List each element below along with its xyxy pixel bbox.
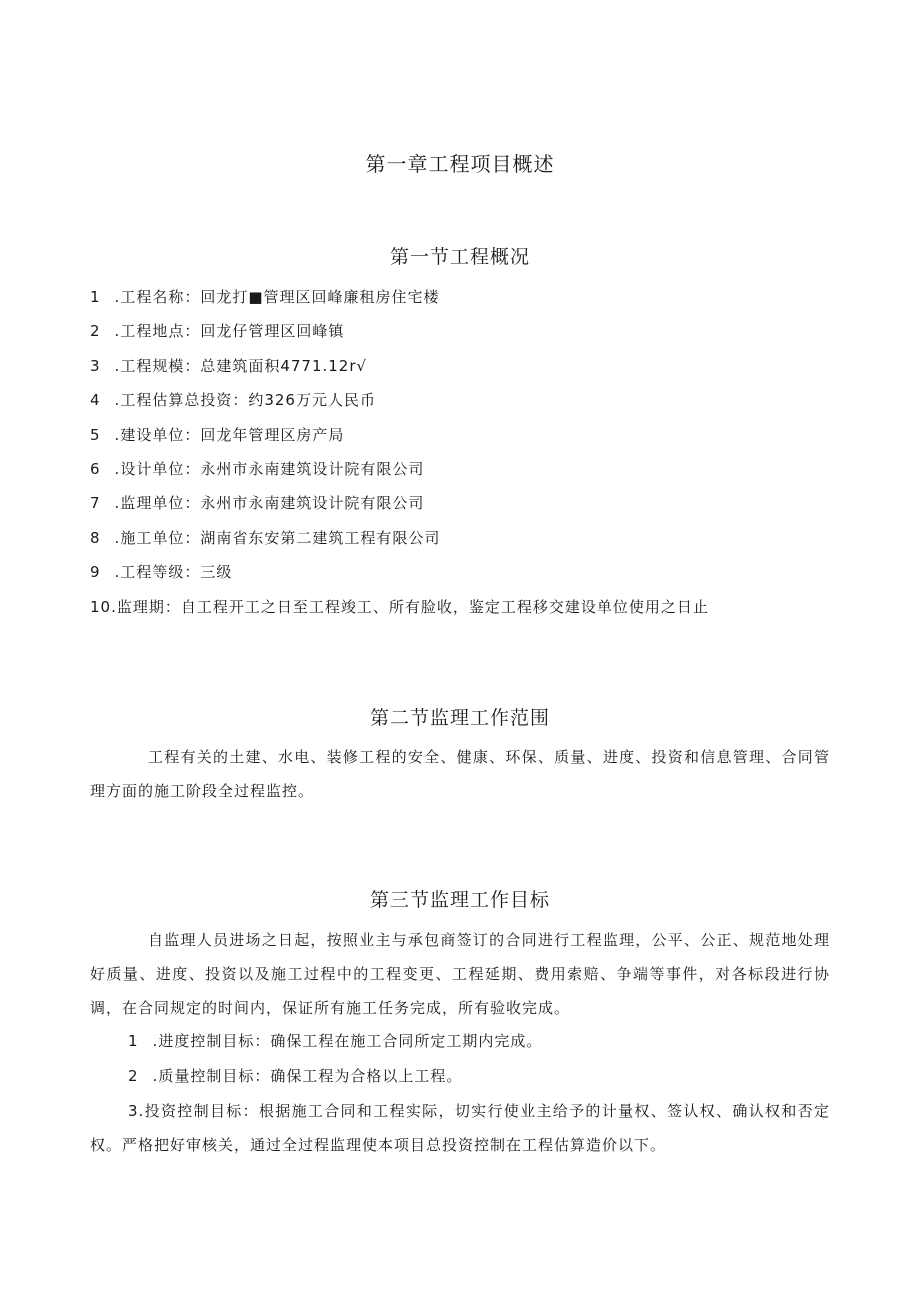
project-info-list xyxy=(90,284,850,628)
item-number: 4 xyxy=(90,391,101,410)
list-item xyxy=(90,490,850,524)
list-item xyxy=(90,318,850,352)
list-item xyxy=(90,456,850,490)
goal-text: .投资控制目标：根据施工合同和工程实际，切实行使业主给予的计量权、签认权、确认权和否定权。严格把好审核关，通过全过程监理使本项目总投资控制在工程估算造价以下。 xyxy=(90,1102,830,1154)
item-number: 6 xyxy=(90,459,101,478)
section-title-scope: 第二节监理工作范围 xyxy=(369,707,550,729)
item-number: 3 xyxy=(90,356,101,375)
list-item xyxy=(90,559,850,593)
item-text: .监理单位：永州市永南建筑设计院有限公司 xyxy=(114,494,425,513)
goals-paragraph: 自监理人员进场之日起，按照业主与承包商签订的合同进行工程监理，公平、公正、规范地处理好质量、进度、投资以及施工过程中的工程变更、工程延期、费用索赔、争端等事件，对各标段进行协调，在合同规定的时间内，保证所有施工任务完成，所有验收完成。 xyxy=(90,931,830,1017)
item-text: .建设单位：回龙年管理区房产局 xyxy=(114,425,345,444)
goal-text: .进度控制目标：确保工程在施工合同所定工期内完成。 xyxy=(152,1032,543,1050)
goal-number: 2 xyxy=(128,1067,139,1085)
item-text: .施工单位：湖南省东安第二建筑工程有限公司 xyxy=(114,528,441,547)
item-number: 9 xyxy=(90,563,101,582)
goal-text: .质量控制目标：确保工程为合格以上工程。 xyxy=(152,1067,463,1085)
section-title-goals: 第三节监理工作目标 xyxy=(369,889,550,911)
chapter-title: 第一章工程项目概述 xyxy=(365,152,555,176)
list-item xyxy=(90,387,850,421)
item-text: .监理期：自工程开工之日至工程竣工、所有脸收，鉴定工程移交建设单位使用之日止 xyxy=(111,597,709,616)
section-title-overview: 第一节工程概况 xyxy=(389,246,530,268)
item-number: 1 xyxy=(90,288,101,306)
goal-number: 3 xyxy=(128,1102,139,1120)
goal-item-quality xyxy=(128,1063,462,1089)
list-item xyxy=(90,422,850,456)
item-text: .设计单位：永州市永南建筑设计院有限公司 xyxy=(114,459,425,478)
item-number: 10 xyxy=(90,597,112,616)
item-text: .工程规模：总建筑面积4771.12r√ xyxy=(114,356,368,375)
item-text: .工程等级：三级 xyxy=(114,563,233,582)
item-number: 7 xyxy=(90,494,101,513)
item-number: 5 xyxy=(90,425,101,444)
goal-number: 1 xyxy=(128,1032,139,1050)
goal-item-schedule xyxy=(128,1028,542,1054)
list-item xyxy=(90,525,850,559)
item-text: .工程名称：回龙打■管理区回峰廉租房住宅楼 xyxy=(114,288,440,306)
item-text: .工程地点：回龙仔管理区回峰镇 xyxy=(114,322,345,341)
goal-item-investment xyxy=(90,1094,830,1162)
list-item xyxy=(90,284,850,318)
list-item xyxy=(90,594,850,628)
item-number: 2 xyxy=(90,322,101,341)
list-item xyxy=(90,353,850,387)
scope-paragraph: 工程有关的土建、水电、装修工程的安全、健康、环保、质量、进度、投资和信息管理、合同管理方面的施工阶段全过程监控。 xyxy=(90,748,830,800)
item-number: 8 xyxy=(90,528,101,547)
item-text: .工程估算总投资：约326万元人民币 xyxy=(114,391,376,410)
